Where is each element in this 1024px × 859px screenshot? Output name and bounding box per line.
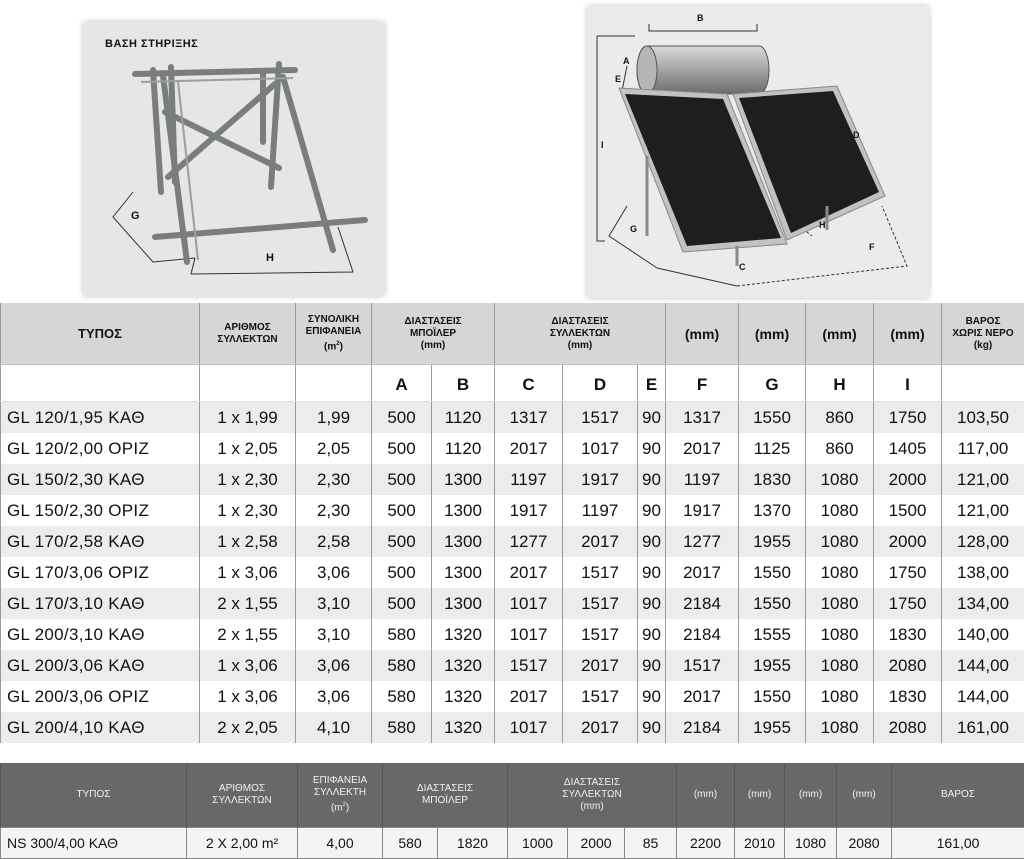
cell-area: 2,30 [296,464,372,495]
cell-type: GL 170/3,06 ΟΡΙΖ [1,557,200,588]
cell-f: 2017 [666,681,739,712]
cell-type: GL 150/2,30 ΟΡΙΖ [1,495,200,526]
cell-e: 90 [638,619,666,650]
cell-a: 500 [372,433,432,464]
table-row [1,681,1024,712]
letter-cell-h: H [806,365,874,402]
ns-cell-d: 2000 [568,828,625,859]
ns-cell-f: 2200 [677,828,735,859]
mounting-base-title: ΒΑΣΗ ΣΤΗΡΙΞΗΣ [105,38,198,50]
ns-cell-weight: 161,00 [892,828,1024,859]
cell-d: 1197 [563,495,638,526]
ns-data-row [1,828,1024,859]
cell-b: 1120 [432,402,495,434]
cell-f: 1517 [666,650,739,681]
cell-i: 1830 [874,681,942,712]
mounting-base-drawing [83,22,385,296]
cell-f: 2184 [666,619,739,650]
header-mm-i: (mm) [874,303,942,365]
cell-c: 1917 [495,495,563,526]
letter-cell-d: D [563,365,638,402]
cell-f: 2017 [666,557,739,588]
dimension-label-d: D [853,130,860,140]
table-row [1,464,1024,495]
cell-area: 3,06 [296,557,372,588]
cell-a: 580 [372,681,432,712]
dimension-label-e: E [615,74,621,84]
ns-header-mm-g: (mm) [735,763,785,828]
cell-collectors: 1 x 3,06 [200,681,296,712]
cell-weight: 144,00 [942,650,1024,681]
cell-d: 2017 [563,712,638,743]
cell-area: 2,58 [296,526,372,557]
cell-g: 1955 [739,650,806,681]
cell-h: 1080 [806,650,874,681]
cell-collectors: 2 x 2,05 [200,712,296,743]
cell-type: GL 170/3,10 ΚΑΘ [1,588,200,619]
cell-a: 500 [372,557,432,588]
cell-g: 1550 [739,681,806,712]
cell-g: 1555 [739,619,806,650]
cell-e: 90 [638,681,666,712]
cell-g: 1830 [739,464,806,495]
cell-c: 1317 [495,402,563,434]
cell-e: 90 [638,588,666,619]
ns-header-mm-h: (mm) [785,763,837,828]
cell-weight: 138,00 [942,557,1024,588]
cell-g: 1550 [739,588,806,619]
cell-i: 1500 [874,495,942,526]
cell-d: 2017 [563,650,638,681]
cell-d: 1517 [563,588,638,619]
table-row [1,619,1024,650]
cell-c: 1197 [495,464,563,495]
cell-f: 2184 [666,588,739,619]
cell-g: 1550 [739,402,806,434]
cell-i: 1750 [874,588,942,619]
cell-g: 1550 [739,557,806,588]
cell-b: 1300 [432,464,495,495]
cell-a: 500 [372,402,432,434]
ns-header-mm-i: (mm) [837,763,892,828]
cell-collectors: 1 x 2,58 [200,526,296,557]
cell-a: 580 [372,650,432,681]
cell-b: 1320 [432,712,495,743]
cell-b: 1320 [432,619,495,650]
cell-h: 1080 [806,526,874,557]
ns-cell-b: 1820 [438,828,508,859]
dimension-label-a: A [623,56,630,66]
ns-header-mm-f: (mm) [677,763,735,828]
table-row [1,650,1024,681]
header-mm-h: (mm) [806,303,874,365]
cell-area: 3,06 [296,650,372,681]
dimension-label-i: I [601,140,604,150]
ns-cell-a: 580 [383,828,438,859]
cell-c: 1017 [495,588,563,619]
cell-type: GL 170/2,58 ΚΑΘ [1,526,200,557]
cell-collectors: 1 x 3,06 [200,557,296,588]
ns-header-row [1,763,1024,828]
cell-collectors: 1 x 2,30 [200,464,296,495]
ns-model-table [0,763,1024,859]
cell-e: 90 [638,464,666,495]
cell-i: 1405 [874,433,942,464]
cell-type: GL 200/4,10 ΚΑΘ [1,712,200,743]
letter-cell-g: G [739,365,806,402]
cell-b: 1320 [432,650,495,681]
cell-c: 1017 [495,619,563,650]
cell-i: 1750 [874,402,942,434]
cell-type: GL 200/3,06 ΚΑΘ [1,650,200,681]
cell-f: 1277 [666,526,739,557]
table-row [1,433,1024,464]
ns-header-collector-dimensions: ΔΙΑΣΤΑΣΕΙΣ ΣΥΛΛΕΚΤΩΝ (mm) [508,763,677,828]
solar-heater-image [587,6,929,298]
dimension-label-f: F [869,242,875,252]
dimension-label-h: H [266,252,274,264]
ns-cell-c: 1000 [508,828,568,859]
dimension-label-g: G [131,210,140,222]
dimension-label-c: C [739,262,746,272]
cell-h: 1080 [806,557,874,588]
cell-i: 2080 [874,650,942,681]
solar-heater-drawing [587,6,929,298]
cell-a: 580 [372,619,432,650]
header-boiler-dimensions: ΔΙΑΣΤΑΣΕΙΣ ΜΠΟΪΛΕΡ (mm) [372,303,495,365]
cell-d: 1517 [563,557,638,588]
ns-header-collectors-count: ΑΡΙΘΜΟΣ ΣΥΛΛΕΚΤΩΝ [187,763,298,828]
cell-a: 500 [372,495,432,526]
cell-e: 90 [638,712,666,743]
cell-type: GL 200/3,06 ΟΡΙΖ [1,681,200,712]
letter-cell-c: C [495,365,563,402]
cell-area: 3,10 [296,619,372,650]
cell-b: 1300 [432,526,495,557]
cell-weight: 103,50 [942,402,1024,434]
cell-d: 1517 [563,681,638,712]
cell-e: 90 [638,557,666,588]
mounting-base-image [83,22,385,296]
specs-letter-row [1,365,1024,402]
cell-f: 1917 [666,495,739,526]
ns-cell-h: 1080 [785,828,837,859]
cell-area: 3,06 [296,681,372,712]
cell-weight: 161,00 [942,712,1024,743]
cell-h: 860 [806,402,874,434]
ns-cell-area: 4,00 [298,828,383,859]
cell-d: 2017 [563,526,638,557]
table-row [1,712,1024,743]
ns-cell-g: 2010 [735,828,785,859]
cell-f: 2017 [666,433,739,464]
cell-weight: 121,00 [942,464,1024,495]
ns-cell-collectors: 2 X 2,00 m² [187,828,298,859]
ns-header-boiler-dimensions: ΔΙΑΣΤΑΣΕΙΣ ΜΠΟΪΛΕΡ [383,763,508,828]
cell-area: 2,05 [296,433,372,464]
cell-i: 2000 [874,464,942,495]
specs-table [0,303,1024,743]
cell-weight: 144,00 [942,681,1024,712]
header-collectors-count: ΑΡΙΘΜΟΣ ΣΥΛΛΕΚΤΩΝ [200,303,296,365]
header-type: ΤΥΠΟΣ [1,303,200,365]
cell-b: 1300 [432,495,495,526]
cell-area: 1,99 [296,402,372,434]
cell-e: 90 [638,650,666,681]
dimension-label-g: G [630,224,637,234]
ns-header-area: ΕΠΙΦΑΝΕΙΑ ΣΥΛΛΕΚΤΗ $(m^2)$ [298,763,383,828]
header-mm-f: (mm) [666,303,739,365]
header-total-area: ΣΥΝΟΛΙΚΗ ΕΠΙΦΑΝΕΙΑ $(m^2)$ [296,303,372,365]
cell-b: 1320 [432,681,495,712]
cell-i: 2000 [874,526,942,557]
cell-d: 1017 [563,433,638,464]
cell-c: 1017 [495,712,563,743]
cell-f: 1197 [666,464,739,495]
cell-g: 1955 [739,712,806,743]
cell-type: GL 150/2,30 ΚΑΘ [1,464,200,495]
cell-d: 1517 [563,402,638,434]
cell-h: 1080 [806,712,874,743]
cell-h: 1080 [806,619,874,650]
cell-h: 1080 [806,464,874,495]
cell-collectors: 1 x 3,06 [200,650,296,681]
cell-weight: 128,00 [942,526,1024,557]
cell-h: 860 [806,433,874,464]
table-row [1,588,1024,619]
cell-a: 500 [372,526,432,557]
cell-f: 2184 [666,712,739,743]
letter-cell-a: A [372,365,432,402]
ns-cell-e: 85 [625,828,677,859]
table-row [1,495,1024,526]
header-collector-dimensions: ΔΙΑΣΤΑΣΕΙΣ ΣΥΛΛΕΚΤΩΝ (mm) [495,303,666,365]
cell-g: 1370 [739,495,806,526]
cell-a: 500 [372,588,432,619]
cell-e: 90 [638,433,666,464]
cell-type: GL 200/3,10 ΚΑΘ [1,619,200,650]
letter-cell-b: B [432,365,495,402]
cell-weight: 121,00 [942,495,1024,526]
cell-collectors: 1 x 2,05 [200,433,296,464]
cell-e: 90 [638,495,666,526]
dimension-label-h: H [819,220,826,230]
cell-i: 2080 [874,712,942,743]
table-row [1,402,1024,434]
cell-weight: 140,00 [942,619,1024,650]
cell-g: 1125 [739,433,806,464]
cell-area: 3,10 [296,588,372,619]
letter-cell-empty [296,365,372,402]
cell-c: 2017 [495,433,563,464]
cell-weight: 117,00 [942,433,1024,464]
header-mm-g: (mm) [739,303,806,365]
cell-collectors: 2 x 1,55 [200,588,296,619]
letter-cell-e: E [638,365,666,402]
letter-cell-i: I [874,365,942,402]
dimension-label-b: B [697,13,704,23]
letter-cell-f: F [666,365,739,402]
cell-b: 1120 [432,433,495,464]
cell-c: 2017 [495,557,563,588]
table-row [1,526,1024,557]
cell-area: 2,30 [296,495,372,526]
cell-c: 1517 [495,650,563,681]
cell-g: 1955 [739,526,806,557]
letter-cell-empty [200,365,296,402]
ns-cell-i: 2080 [837,828,892,859]
cell-h: 1080 [806,495,874,526]
cell-type: GL 120/2,00 ΟΡΙΖ [1,433,200,464]
cell-i: 1750 [874,557,942,588]
specs-header-row [1,303,1024,365]
ns-cell-type: NS 300/4,00 ΚΑΘ [1,828,187,859]
cell-d: 1917 [563,464,638,495]
letter-cell-empty [1,365,200,402]
cell-h: 1080 [806,681,874,712]
cell-collectors: 2 x 1,55 [200,619,296,650]
cell-collectors: 1 x 2,30 [200,495,296,526]
cell-e: 90 [638,526,666,557]
cell-a: 580 [372,712,432,743]
cell-a: 500 [372,464,432,495]
cell-type: GL 120/1,95 ΚΑΘ [1,402,200,434]
cell-i: 1830 [874,619,942,650]
cell-collectors: 1 x 1,99 [200,402,296,434]
cell-h: 1080 [806,588,874,619]
header-weight: ΒΑΡΟΣ ΧΩΡΙΣ ΝΕΡΟ (kg) [942,303,1024,365]
cell-c: 1277 [495,526,563,557]
cell-c: 2017 [495,681,563,712]
cell-d: 1517 [563,619,638,650]
ns-header-weight: ΒΑΡΟΣ [892,763,1024,828]
table-row [1,557,1024,588]
cell-f: 1317 [666,402,739,434]
letter-cell-empty [942,365,1024,402]
cell-b: 1300 [432,588,495,619]
cell-b: 1300 [432,557,495,588]
cell-weight: 134,00 [942,588,1024,619]
cell-e: 90 [638,402,666,434]
cell-area: 4,10 [296,712,372,743]
ns-header-type: ΤΥΠΟΣ [1,763,187,828]
